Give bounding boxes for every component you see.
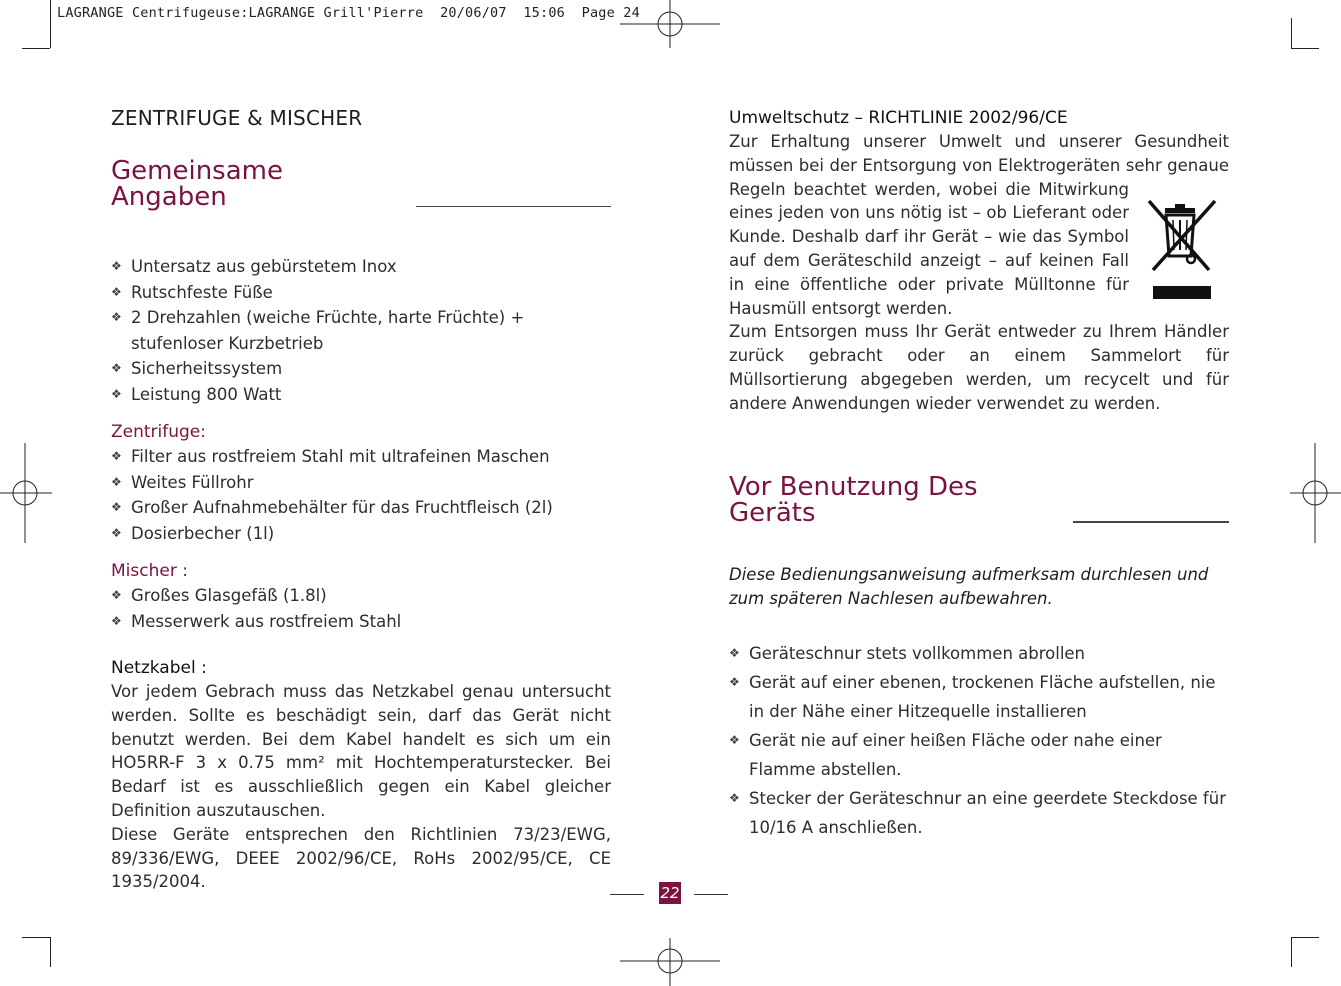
list-item: ❖ Stecker der Geräteschnur an eine geerdete Steckdose für 10/16 A anschließen. — [729, 784, 1229, 842]
bullet-icon: ❖ — [111, 449, 122, 463]
list-item: ❖ Sicherheitssystem — [111, 356, 611, 382]
heading-general — [111, 158, 611, 210]
general-list — [111, 254, 611, 407]
bullet-icon: ❖ — [729, 674, 740, 689]
mixer-list — [111, 583, 611, 634]
registration-mark-right — [1290, 443, 1341, 543]
weee-bin-icon — [1145, 198, 1219, 302]
environment-title: Umweltschutz – RICHTLINIE 2002/96/CE — [729, 108, 1068, 128]
directives-paragraph: Diese Geräte entsprechen den Richtlinien 73/23/EWG, 89/336/EWG, DEEE 2002/96/CE, RoHs 2002/95/CE, CE 1935/2004. — [111, 824, 611, 892]
centrifuge-list — [111, 444, 611, 546]
print-header: LAGRANGE Centrifugeuse:LAGRANGE Grill'Pierre 20/06/07 15:06 Page 24 — [57, 5, 640, 21]
list-item: ❖ Weites Füllrohr — [111, 470, 611, 496]
bullet-icon: ❖ — [111, 284, 122, 299]
instructions-note: Diese Bedienungsanweisung aufmerksam durchlesen und zum späteren Nachlesen aufbewahren. — [729, 564, 1209, 609]
bullet-icon: ❖ — [111, 474, 122, 489]
list-item: ❖ Gerät nie auf einer heißen Fläche oder nahe einer Flamme abstellen. — [729, 726, 1229, 784]
page-number-area — [610, 882, 732, 904]
registration-mark-bottom — [620, 938, 720, 986]
heading-general-text: Gemeinsame Angaben — [111, 156, 283, 212]
bullet-icon: ❖ — [111, 525, 122, 540]
list-item: ❖ Untersatz aus gebürstetem Inox — [111, 254, 611, 280]
cable-title: Netzkabel : — [111, 658, 207, 678]
environment-paragraph-1: Zur Erhaltung unserer Umwelt und unserer Gesundheit müssen bei der Entsorgung von Elektrogeräten sehr genaue — [729, 132, 1229, 175]
list-item: ❖ Rutschfeste Füße — [111, 280, 611, 306]
bullet-icon: ❖ — [111, 259, 122, 273]
section-title: ZENTRIFUGE & MISCHER — [111, 106, 363, 130]
page-number: 22 — [660, 884, 680, 902]
bullet-icon: ❖ — [729, 790, 740, 805]
mixer-title: Mischer : — [111, 561, 188, 581]
environment-paragraph-3: Zum Entsorgen muss Ihr Gerät entweder zu Ihrem Händler zurück gebracht oder an einem Sammelort für Müllsortierung abgegeben werden, um recycelt und für andere Anwendungen wieder verwendet zu werden. — [729, 322, 1229, 413]
bullet-icon: ❖ — [111, 500, 122, 514]
list-item: ❖ Großer Aufnahmebehälter für das Fruchtfleisch (2l) — [111, 495, 611, 521]
list-item: ❖ Dosierbecher (1l) — [111, 521, 611, 547]
list-item: ❖ Leistung 800 Watt — [111, 382, 611, 408]
bullet-icon: ❖ — [111, 588, 122, 602]
bullet-icon: ❖ — [729, 645, 740, 660]
left-column — [111, 106, 611, 894]
list-item: ❖ Filter aus rostfreiem Stahl mit ultrafeinen Maschen — [111, 444, 611, 470]
bullet-icon: ❖ — [111, 386, 122, 401]
registration-mark-left — [0, 443, 52, 543]
environment-paragraph-2: Regeln beachtet werden, wobei die Mitwirkung eines jeden von uns nötig ist – ob Lieferant oder Kunde. Deshalb darf ihr Gerät – wie das Symbol auf dem Geräteschild anzeigt – auf keinen Fall in eine öffentliche oder private Mülltonne für Hausmüll entsorgt werden. — [729, 179, 1129, 318]
list-item: ❖ Gerät auf einer ebenen, trockenen Fläche aufstellen, nie in der Nähe einer Hitzequelle installieren — [729, 668, 1229, 726]
list-item: ❖ Geräteschnur stets vollkommen abrollen — [729, 639, 1229, 668]
heading-before-use — [729, 471, 1229, 528]
page-number-rule-left — [610, 894, 644, 895]
registration-mark-top — [620, 0, 720, 48]
heading-before-use-text: Vor Benutzung Des Geräts — [729, 471, 978, 528]
bullet-icon: ❖ — [729, 732, 740, 747]
heading-rule — [1073, 521, 1229, 523]
precautions-list — [729, 639, 1229, 842]
centrifuge-title: Zentrifuge: — [111, 422, 206, 442]
bullet-icon: ❖ — [111, 613, 122, 628]
bullet-icon: ❖ — [111, 361, 122, 375]
heading-rule — [416, 206, 611, 208]
page-number-rule-right — [694, 894, 728, 895]
bullet-icon: ❖ — [111, 310, 122, 324]
list-item: ❖ 2 Drehzahlen (weiche Früchte, harte Früchte) + stufenloser Kurzbetrieb — [111, 305, 611, 356]
cable-paragraph: Vor jedem Gebrach muss das Netzkabel genau untersucht werden. Sollte es beschädigt sein, darf das Gerät nicht benutzt werden. Bei dem Kabel handelt es sich um ein HO5RR-F 3 x 0.75 mm² mit Hochtemperaturstecker. Bei Bedarf ist es ausschließlich gegen ein Kabel gleicher Definition auszutauschen. — [111, 682, 611, 820]
list-item: ❖ Messerwerk aus rostfreiem Stahl — [111, 609, 611, 635]
list-item: ❖ Großes Glasgefäß (1.8l) — [111, 583, 611, 609]
